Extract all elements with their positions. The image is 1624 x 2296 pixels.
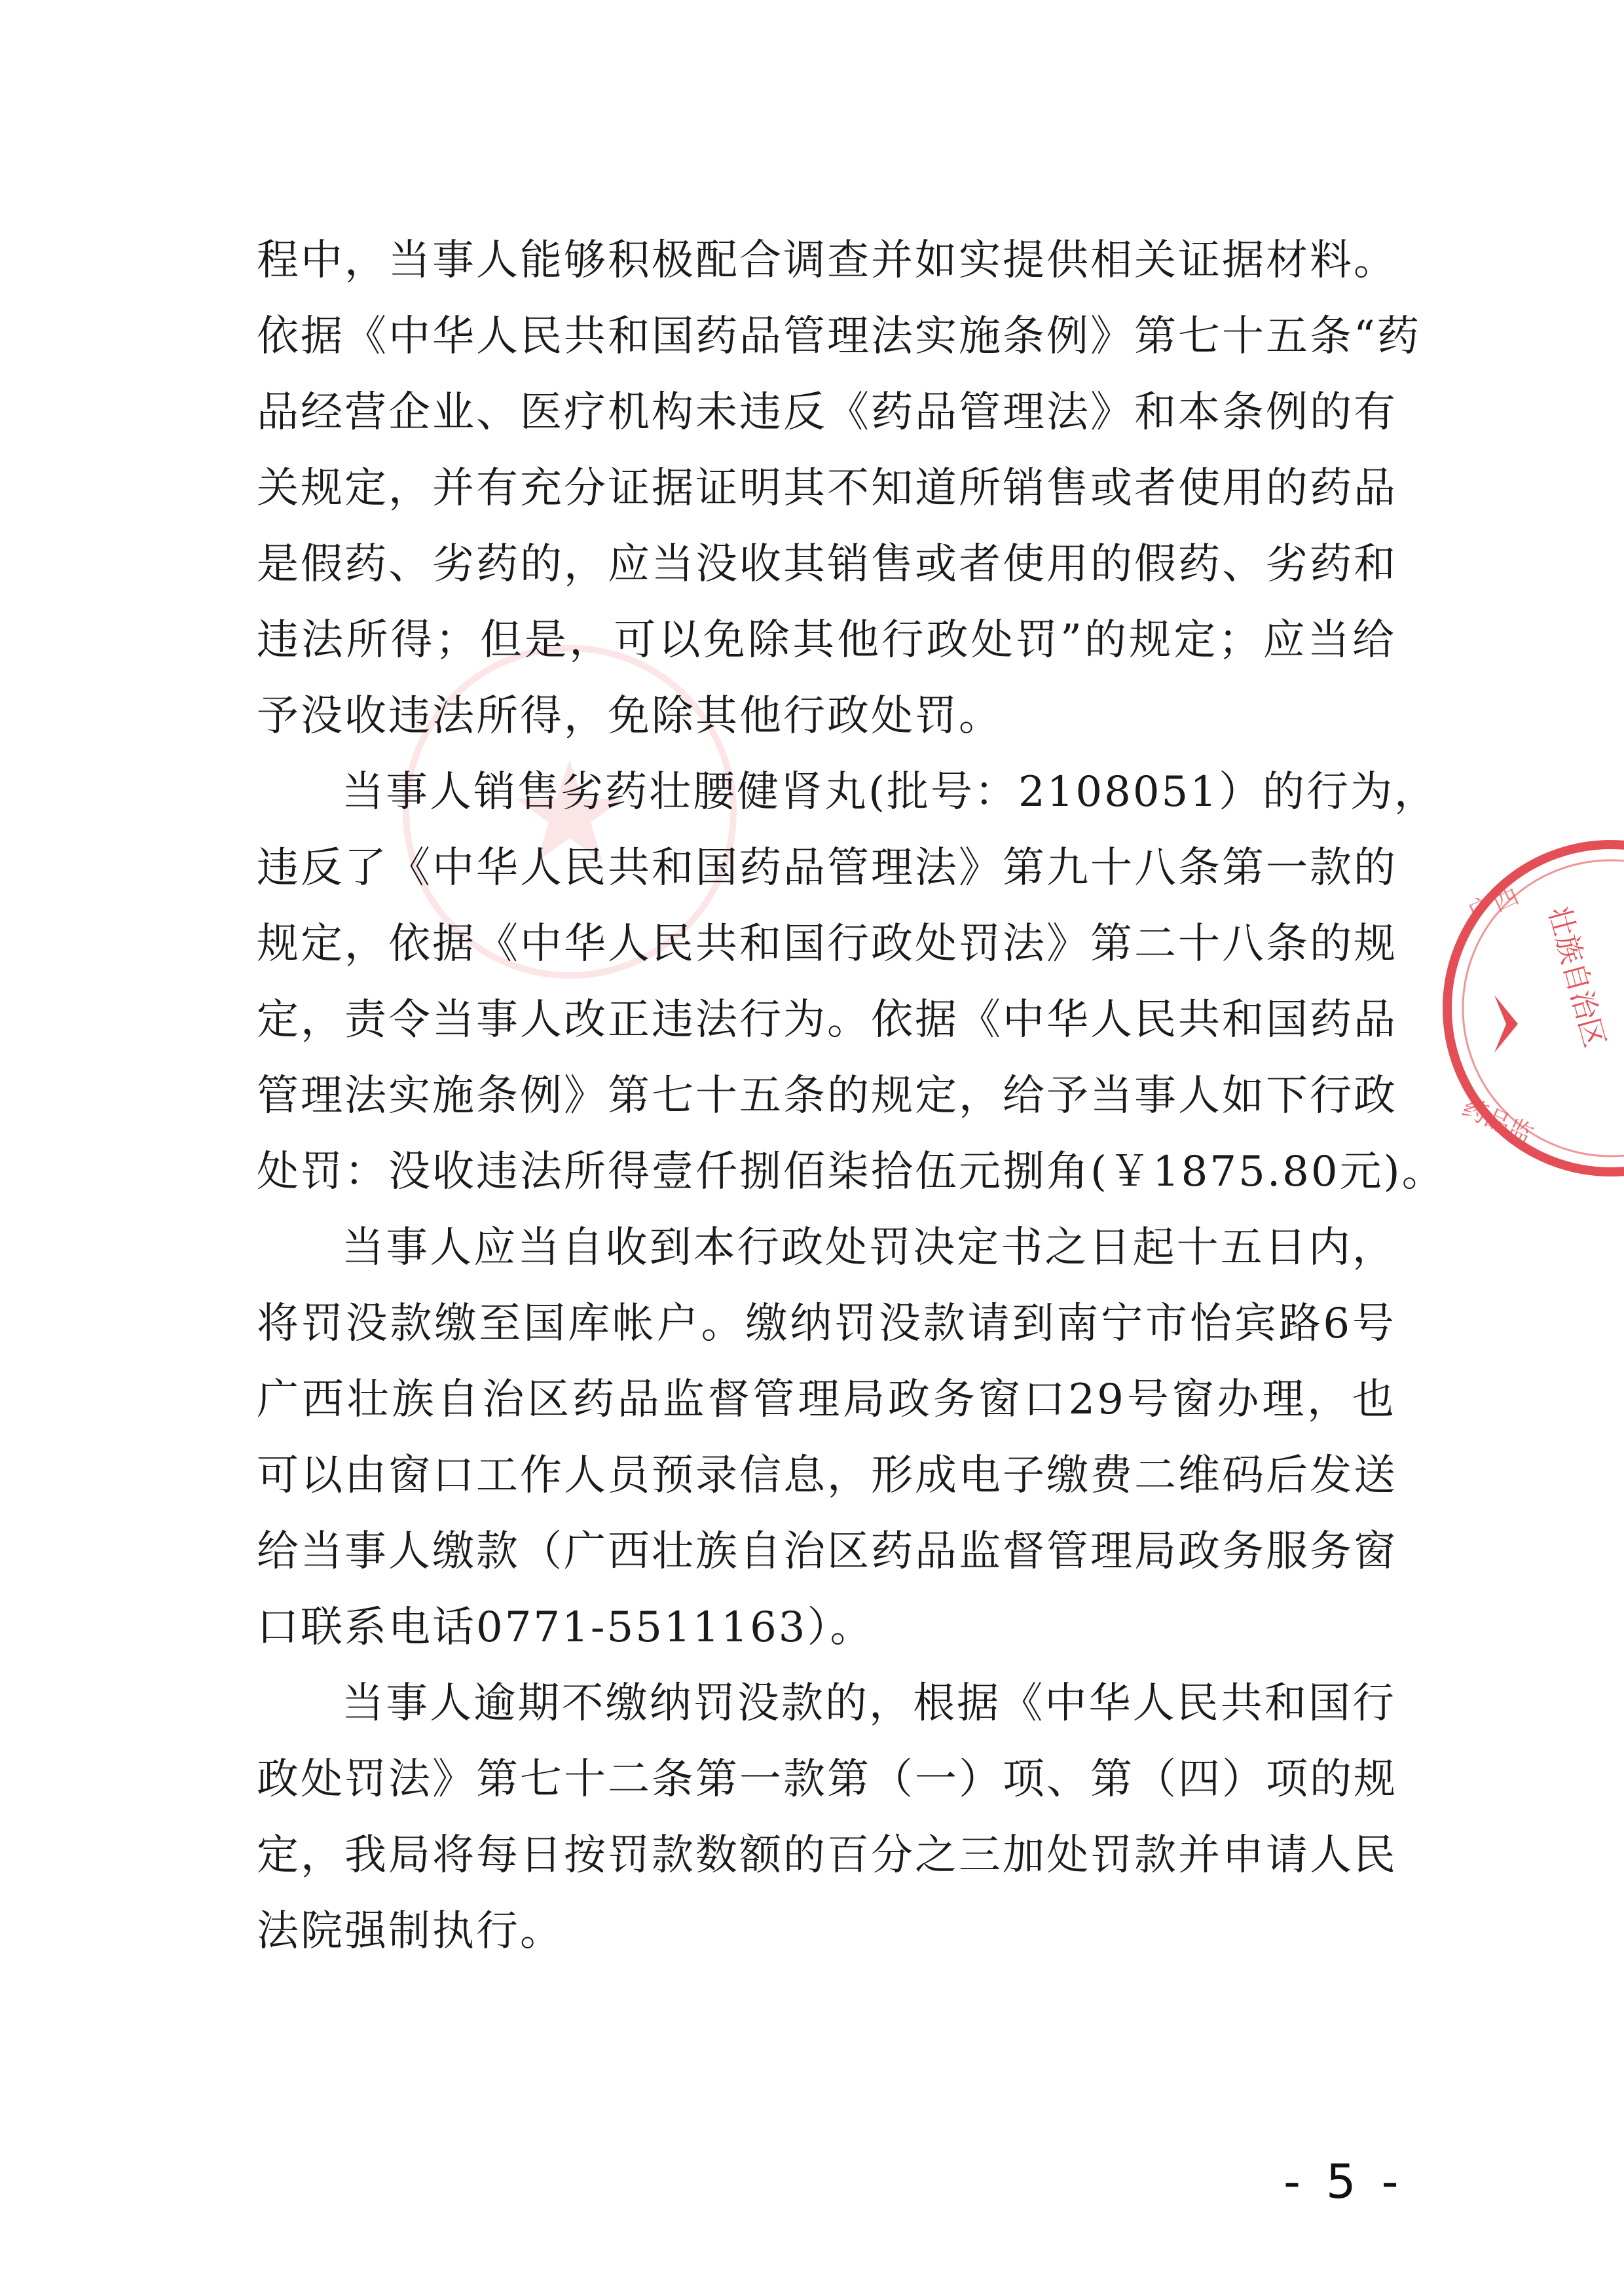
text-line: 可以由窗口工作人员预录信息，形成电子缴费二维码后发送 — [257, 1451, 1397, 1500]
text-line: 口联系电话0771-5511163）。 — [257, 1603, 874, 1652]
page-number: - 5 - — [1283, 2154, 1404, 2209]
text-line: 当事人应当自收到本行政处罚决定书之日起十五日内， — [342, 1224, 1396, 1272]
official-seal — [1434, 831, 1624, 1185]
svg-text:壮族自治区: 壮族自治区 — [1541, 903, 1612, 1051]
text-line: 给当事人缴款（广西壮族自治区药品监督管理局政务服务窗 — [257, 1527, 1397, 1576]
text-line: 当事人逾期不缴纳罚没款的，根据《中华人民共和国行 — [342, 1679, 1396, 1728]
text-line: 广西壮族自治区药品监督管理局政务窗口29号窗办理，也 — [257, 1376, 1396, 1424]
text-line: 法院强制执行。 — [257, 1907, 564, 1956]
text-line: 品经营企业、医疗机构未违反《药品管理法》和本条例的有 — [257, 388, 1397, 437]
text-line: 定，责令当事人改正违法行为。依据《中华人民共和国药品 — [257, 996, 1397, 1044]
body-text — [257, 223, 1446, 1969]
text-line: 处罚：没收违法所得壹仟捌佰柒拾伍元捌角(￥1875.80元)。 — [257, 1148, 1446, 1196]
text-line: 违法所得；但是，可以免除其他行政处罚”的规定；应当给 — [257, 616, 1396, 665]
text-line: 将罚没款缴至国库帐户。缴纳罚没款请到南宁市怡宾路6号 — [257, 1300, 1396, 1348]
text-line: 是假药、劣药的，应当没收其销售或者使用的假药、劣药和 — [257, 540, 1397, 589]
text-line: 违反了《中华人民共和国药品管理法》第九十八条第一款的 — [257, 844, 1397, 892]
text-line: 程中，当事人能够积极配合调查并如实提供相关证据材料。 — [257, 236, 1397, 285]
text-line: 定，我局将每日按罚款数额的百分之三加处罚款并申请人民 — [257, 1831, 1397, 1880]
text-line: 规定，依据《中华人民共和国行政处罚法》第二十八条的规 — [257, 920, 1397, 968]
svg-text:药品监: 药品监 — [1458, 1092, 1538, 1150]
text-line: 当事人销售劣药壮腰健肾丸(批号：2108051）的行为， — [342, 768, 1438, 816]
text-line: 关规定，并有充分证据证明其不知道所销售或者使用的药品 — [257, 464, 1397, 513]
text-line: 政处罚法》第七十二条第一款第（一）项、第（四）项的规 — [257, 1755, 1397, 1804]
svg-text:广西: 广西 — [1463, 879, 1524, 930]
text-line: 予没收违法所得，免除其他行政处罚。 — [257, 692, 1003, 740]
text-line: 依据《中华人民共和国药品管理法实施条例》第七十五条“药 — [257, 312, 1421, 361]
text-line: 管理法实施条例》第七十五条的规定，给予当事人如下行政 — [257, 1072, 1397, 1120]
